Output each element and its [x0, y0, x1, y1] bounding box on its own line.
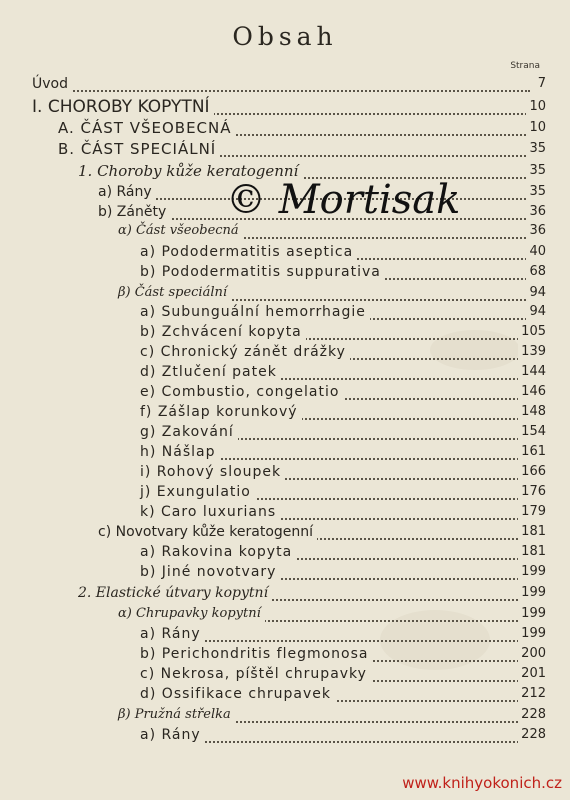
toc-entry-page-number: 144 [518, 361, 546, 383]
toc-entry-page-number: 94 [526, 301, 546, 323]
leader-dots [150, 719, 530, 743]
toc-entry-label: d) Ztlučení patek [140, 361, 281, 383]
toc-entry-label: α) Chrupavky kopytní [118, 603, 265, 625]
toc-entry-page-number: 10 [526, 117, 546, 139]
toc-entry-page-number: 35 [526, 138, 546, 160]
toc-entry-label: j) Exungulatio [140, 481, 255, 503]
toc-entry-page-number: 35 [526, 160, 546, 182]
toc-entry-page-number: 148 [518, 401, 546, 423]
toc-entry-label: A. ČÁST VŠEOBECNÁ [58, 117, 236, 139]
page-title: Obsah [232, 22, 338, 51]
toc-entry-label: a) Subunguální hemorrhagie [140, 301, 370, 323]
toc-entry-page-number: 139 [518, 341, 546, 363]
toc-entry-page-number: 179 [518, 501, 546, 523]
toc-entry-page-number: 10 [526, 96, 546, 118]
toc-entry-page-number: 36 [526, 220, 546, 242]
toc-entry-label: f) Zášlap korunkový [140, 401, 302, 423]
toc-entry-label: b) Zchvácení kopyta [140, 321, 306, 343]
toc-entry-label: b) Pododermatitis suppurativa [140, 261, 385, 283]
toc-entry-label: Úvod [32, 73, 72, 95]
toc-entry-label: b) Perichondritis flegmonosa [140, 643, 373, 665]
toc-entry-label: a) Rány [98, 181, 156, 203]
toc-entry [0, 724, 570, 746]
toc-entry-page-number: 35 [526, 181, 546, 203]
toc-entry-page-number: 181 [518, 541, 546, 563]
toc-entry-page-number: 199 [518, 561, 546, 583]
toc-entry-label: 2. Elastické útvary kopytní [78, 582, 272, 604]
toc-entry-label: a) Rány [140, 623, 205, 645]
toc-entry-page-number: 176 [518, 481, 546, 503]
toc-entry-page-number: 105 [518, 321, 546, 343]
toc-entry-label: B. ČÁST SPECIÁLNÍ [58, 138, 220, 160]
toc-entry-page-number: 201 [518, 663, 546, 685]
watermark-text: © Mortisak [226, 177, 461, 223]
toc-entry-page-number: 68 [526, 261, 546, 283]
toc-entry-page-number: 199 [518, 623, 546, 645]
toc-entry-label: b) Záněty [98, 201, 170, 223]
toc-entry-label: g) Zakování [140, 421, 238, 443]
toc-entry-page-number: 181 [518, 521, 546, 543]
toc-entry-label: c) Novotvary kůže keratogenní [98, 521, 317, 543]
toc-entry-label: e) Combustio, congelatio [140, 381, 343, 403]
toc-entry-page-number: 7 [535, 73, 546, 95]
toc-entry-label: β) Pružná střelka [118, 704, 235, 726]
page-column-header: Strana [510, 61, 540, 71]
toc-entry-page-number: 200 [518, 643, 546, 665]
toc-entry-label: h) Nášlap [140, 441, 220, 463]
toc-entry-page-number: 94 [526, 282, 546, 304]
toc-entry-label: c) Nekrosa, píštěl chrupavky [140, 663, 371, 685]
toc-entry-label: d) Ossifikace chrupavek [140, 683, 335, 705]
toc-entry-page-number: 40 [526, 241, 546, 263]
toc-entry-page-number: 36 [526, 201, 546, 223]
toc-entry-label: k) Caro luxurians [140, 501, 280, 523]
toc-entry-page-number: 228 [518, 704, 546, 726]
toc-entry-label: c) Chronický zánět drážky [140, 341, 350, 363]
toc-entry-page-number: 199 [518, 603, 546, 625]
toc-entry-label: a) Rakovina kopyta [140, 541, 296, 563]
toc-entry-label: a) Rány [140, 724, 205, 746]
toc-entry-label: α) Část všeobecná [118, 220, 243, 242]
toc-entry-page-number: 146 [518, 381, 546, 403]
toc-entry-page-number: 154 [518, 421, 546, 443]
toc-entry-page-number: 199 [518, 582, 546, 604]
toc-entry-label: I. CHOROBY KOPYTNÍ [32, 96, 214, 118]
leader-dots [42, 68, 530, 92]
toc-entry-page-number: 161 [518, 441, 546, 463]
toc-entry-label: i) Rohový sloupek [140, 461, 285, 483]
toc-entry-label: a) Pododermatitis aseptica [140, 241, 357, 263]
toc-entry-label: β) Část speciální [118, 282, 231, 304]
toc-entry-label: 1. Choroby kůže keratogenní [78, 160, 302, 182]
toc-entry-label: b) Jiné novotvary [140, 561, 280, 583]
footer-url-link[interactable]: www.knihyokonich.cz [402, 774, 562, 792]
toc-entry-page-number: 166 [518, 461, 546, 483]
toc-entry-page-number: 228 [518, 724, 546, 746]
toc-entry-page-number: 212 [518, 683, 546, 705]
